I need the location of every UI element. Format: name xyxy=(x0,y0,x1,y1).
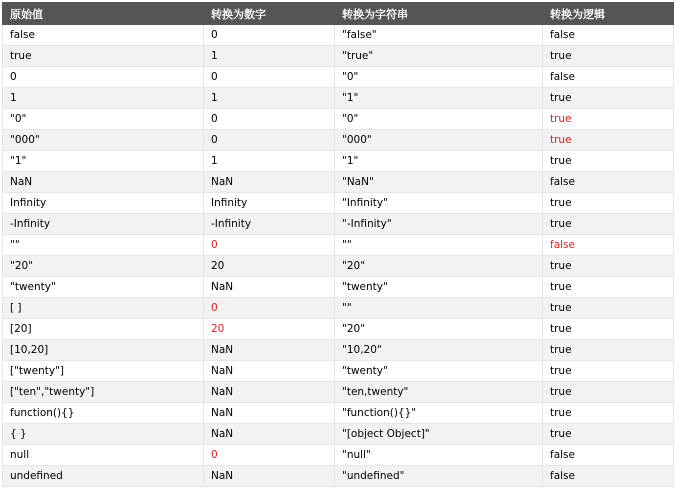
cell-to-string: "0" xyxy=(335,67,543,88)
cell-to-boolean: true xyxy=(543,424,674,445)
cell-to-string: "Infinity" xyxy=(335,193,543,214)
cell-to-string: "NaN" xyxy=(335,172,543,193)
cell-to-number: NaN xyxy=(204,277,335,298)
header-original-value: 原始值 xyxy=(3,3,204,25)
cell-original-value: "0" xyxy=(3,109,204,130)
cell-to-number: NaN xyxy=(204,424,335,445)
cell-to-boolean: true xyxy=(543,88,674,109)
cell-to-boolean: false xyxy=(543,172,674,193)
cell-to-string: "ten,twenty" xyxy=(335,382,543,403)
table-body xyxy=(3,25,674,487)
cell-to-number: 1 xyxy=(204,88,335,109)
cell-to-number: NaN xyxy=(204,340,335,361)
cell-original-value: "1" xyxy=(3,151,204,172)
cell-to-string: "20" xyxy=(335,256,543,277)
cell-to-boolean: true xyxy=(543,214,674,235)
cell-original-value: 1 xyxy=(3,88,204,109)
table-row xyxy=(3,88,674,109)
cell-to-boolean: true xyxy=(543,382,674,403)
cell-to-number: 20 xyxy=(204,319,335,340)
cell-to-number: 0 xyxy=(204,67,335,88)
table-row xyxy=(3,277,674,298)
table-row xyxy=(3,109,674,130)
cell-original-value: ["ten","twenty"] xyxy=(3,382,204,403)
table-row xyxy=(3,403,674,424)
cell-to-number: NaN xyxy=(204,172,335,193)
cell-to-number: 0 xyxy=(204,109,335,130)
cell-to-string: "0" xyxy=(335,109,543,130)
cell-original-value: [20] xyxy=(3,319,204,340)
type-conversion-table xyxy=(2,2,674,487)
cell-to-boolean: false xyxy=(543,445,674,466)
cell-to-boolean: false xyxy=(543,25,674,46)
cell-to-boolean: true xyxy=(543,109,674,130)
cell-to-number: 1 xyxy=(204,46,335,67)
cell-to-string: "10,20" xyxy=(335,340,543,361)
table-row xyxy=(3,46,674,67)
cell-to-number: 0 xyxy=(204,130,335,151)
header-row xyxy=(3,3,674,25)
cell-to-boolean: true xyxy=(543,151,674,172)
cell-original-value: Infinity xyxy=(3,193,204,214)
cell-original-value: [10,20] xyxy=(3,340,204,361)
cell-to-number: NaN xyxy=(204,382,335,403)
cell-to-string: "undefined" xyxy=(335,466,543,487)
cell-original-value: null xyxy=(3,445,204,466)
cell-to-number: 0 xyxy=(204,445,335,466)
table-row xyxy=(3,382,674,403)
table-row xyxy=(3,466,674,487)
cell-original-value: [ ] xyxy=(3,298,204,319)
table-row xyxy=(3,319,674,340)
cell-to-boolean: false xyxy=(543,466,674,487)
cell-to-number: NaN xyxy=(204,403,335,424)
table-row xyxy=(3,424,674,445)
table-row xyxy=(3,235,674,256)
cell-to-number: 0 xyxy=(204,235,335,256)
cell-to-boolean: true xyxy=(543,319,674,340)
table-row xyxy=(3,256,674,277)
cell-to-number: 0 xyxy=(204,298,335,319)
table-row xyxy=(3,193,674,214)
cell-to-string: "function(){}" xyxy=(335,403,543,424)
cell-to-boolean: true xyxy=(543,361,674,382)
cell-to-boolean: true xyxy=(543,46,674,67)
cell-to-boolean: true xyxy=(543,130,674,151)
table-row xyxy=(3,130,674,151)
cell-original-value: undefined xyxy=(3,466,204,487)
cell-to-string: "[object Object]" xyxy=(335,424,543,445)
cell-original-value: "" xyxy=(3,235,204,256)
cell-to-string: "" xyxy=(335,235,543,256)
cell-to-number: Infinity xyxy=(204,193,335,214)
cell-original-value: 0 xyxy=(3,67,204,88)
cell-to-string: "1" xyxy=(335,88,543,109)
cell-to-number: -Infinity xyxy=(204,214,335,235)
cell-to-string: "" xyxy=(335,298,543,319)
cell-to-boolean: false xyxy=(543,235,674,256)
cell-to-boolean: true xyxy=(543,403,674,424)
cell-to-string: "1" xyxy=(335,151,543,172)
table-header xyxy=(3,3,674,25)
table-row xyxy=(3,151,674,172)
cell-to-string: "null" xyxy=(335,445,543,466)
cell-original-value: true xyxy=(3,46,204,67)
cell-original-value: "twenty" xyxy=(3,277,204,298)
cell-original-value: function(){} xyxy=(3,403,204,424)
cell-to-string: "20" xyxy=(335,319,543,340)
table-row xyxy=(3,361,674,382)
header-to-number: 转换为数字 xyxy=(204,3,335,25)
cell-to-boolean: true xyxy=(543,193,674,214)
cell-to-string: "twenty" xyxy=(335,277,543,298)
cell-to-string: "-Infinity" xyxy=(335,214,543,235)
cell-original-value: false xyxy=(3,25,204,46)
cell-to-boolean: true xyxy=(543,298,674,319)
cell-original-value: "000" xyxy=(3,130,204,151)
conversion-table-container xyxy=(2,2,673,487)
cell-original-value: "20" xyxy=(3,256,204,277)
cell-original-value: ["twenty"] xyxy=(3,361,204,382)
table-row xyxy=(3,445,674,466)
cell-original-value: NaN xyxy=(3,172,204,193)
cell-to-number: 1 xyxy=(204,151,335,172)
cell-to-number: 0 xyxy=(204,25,335,46)
cell-to-boolean: true xyxy=(543,256,674,277)
cell-to-number: 20 xyxy=(204,256,335,277)
cell-to-string: "false" xyxy=(335,25,543,46)
table-row xyxy=(3,25,674,46)
cell-to-boolean: true xyxy=(543,277,674,298)
cell-to-number: NaN xyxy=(204,466,335,487)
cell-to-string: "000" xyxy=(335,130,543,151)
cell-to-string: "twenty" xyxy=(335,361,543,382)
table-row xyxy=(3,340,674,361)
cell-to-boolean: true xyxy=(543,340,674,361)
cell-to-boolean: false xyxy=(543,67,674,88)
table-row xyxy=(3,172,674,193)
header-to-boolean: 转换为逻辑 xyxy=(543,3,674,25)
cell-original-value: -Infinity xyxy=(3,214,204,235)
cell-to-number: NaN xyxy=(204,361,335,382)
table-row xyxy=(3,298,674,319)
cell-original-value: { } xyxy=(3,424,204,445)
table-row xyxy=(3,214,674,235)
cell-to-string: "true" xyxy=(335,46,543,67)
header-to-string: 转换为字符串 xyxy=(335,3,543,25)
table-row xyxy=(3,67,674,88)
